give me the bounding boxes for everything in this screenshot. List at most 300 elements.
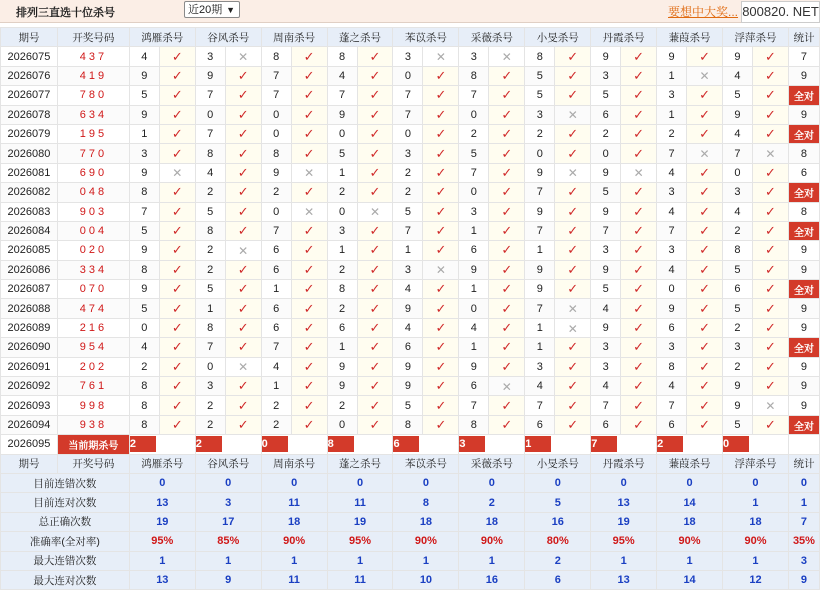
kill-number: 8 [459,415,489,434]
kill-number: 0 [195,105,225,124]
kill-number: 9 [129,163,159,182]
kill-number: 7 [195,86,225,105]
check-icon: ✓ [489,202,525,221]
stats-value: 95% [327,532,393,551]
table-row [1,183,820,202]
check-icon: ✓ [687,415,723,434]
check-icon: ✓ [291,124,327,143]
check-icon: ✓ [621,66,657,85]
kill-number: 2 [261,415,291,434]
check-icon: ✓ [752,47,788,66]
kill-number: 8 [261,47,291,66]
row-stat: 9 [788,105,819,124]
check-icon: ✓ [621,202,657,221]
kill-number: 6 [393,338,423,357]
cross-icon: ✕ [687,144,723,163]
kill-number: 9 [393,377,423,396]
kill-number: 1 [261,280,291,299]
kill-number: 9 [129,66,159,85]
kill-number: 7 [459,163,489,182]
stats-value: 0 [525,473,591,492]
check-icon: ✓ [423,66,459,85]
kill-number: 6 [723,280,753,299]
check-icon: ✓ [357,105,393,124]
kill-number: 8 [459,66,489,85]
check-icon: ✓ [752,66,788,85]
chevron-down-icon: ▼ [226,5,235,15]
current-issue-row [1,435,820,454]
draw-number: 761 [57,377,129,396]
current-stat-empty [788,435,819,454]
row-stat: 9 [788,299,819,318]
row-stat: 9 [788,66,819,85]
stats-value: 0 [261,473,327,492]
column-header-expert: 丹霞杀号 [591,28,657,47]
issue-number: 2026089 [1,318,58,337]
current-kill-number: 8 [327,435,393,454]
stats-value: 12 [723,570,789,589]
column-header-stat: 统计 [788,28,819,47]
kill-number: 9 [591,318,621,337]
kill-number: 4 [657,163,687,182]
stats-value: 14 [657,493,723,512]
draw-number: 780 [57,86,129,105]
stats-value: 0 [657,473,723,492]
current-kill-number: 7 [591,435,657,454]
kill-number: 8 [261,144,291,163]
draw-number: 202 [57,357,129,376]
draw-number: 903 [57,202,129,221]
kill-number: 5 [723,260,753,279]
site-watermark: 800820. NET [741,1,820,23]
row-stat: 全对 [788,183,819,202]
check-icon: ✓ [489,163,525,182]
issue-number: 2026091 [1,357,58,376]
kill-number: 0 [327,124,357,143]
kill-number: 2 [723,221,753,240]
kill-number: 3 [657,183,687,202]
issue-number: 2026075 [1,47,58,66]
kill-number: 4 [129,47,159,66]
check-icon: ✓ [489,86,525,105]
kill-number: 6 [261,299,291,318]
kill-number: 4 [723,124,753,143]
kill-number: 0 [129,318,159,337]
check-icon: ✓ [225,318,261,337]
kill-number: 8 [327,280,357,299]
column-header-expert: 采薇杀号 [459,28,525,47]
stats-label: 目前连对次数 [1,493,130,512]
issue-number: 2026083 [1,202,58,221]
cross-icon: ✕ [555,163,591,182]
check-icon: ✓ [357,357,393,376]
stats-value: 95% [129,532,195,551]
check-icon: ✓ [159,86,195,105]
kill-number: 3 [129,144,159,163]
check-icon: ✓ [687,221,723,240]
issue-number: 2026078 [1,105,58,124]
current-kill-number: 0 [723,435,789,454]
check-icon: ✓ [555,357,591,376]
row-stat: 9 [788,260,819,279]
kill-number: 1 [459,221,489,240]
check-icon: ✓ [489,318,525,337]
check-icon: ✓ [159,280,195,299]
check-icon: ✓ [489,221,525,240]
table-row [1,124,820,143]
kill-number: 0 [657,280,687,299]
kill-number: 9 [591,163,621,182]
kill-number: 5 [129,299,159,318]
check-icon: ✓ [357,163,393,182]
check-icon: ✓ [225,202,261,221]
kill-number: 8 [657,357,687,376]
table-row [1,280,820,299]
kill-number: 2 [723,357,753,376]
kill-number: 1 [327,338,357,357]
kill-number: 4 [129,338,159,357]
draw-number: 690 [57,163,129,182]
check-icon: ✓ [687,299,723,318]
kill-number: 9 [129,280,159,299]
kill-number: 2 [327,260,357,279]
kill-number: 6 [261,241,291,260]
kill-number: 3 [195,47,225,66]
stats-value: 1 [393,551,459,570]
check-icon: ✓ [555,260,591,279]
check-icon: ✓ [159,338,195,357]
stats-value: 9 [195,570,261,589]
row-stat: 9 [788,318,819,337]
stats-value: 0 [327,473,393,492]
kill-number: 9 [525,280,555,299]
check-icon: ✓ [555,377,591,396]
check-icon: ✓ [225,280,261,299]
stats-value: 10 [393,570,459,589]
row-stat: 6 [788,163,819,182]
check-icon: ✓ [489,105,525,124]
stats-value: 11 [327,493,393,512]
table-row [1,260,820,279]
column-header-expert: 鸿雁杀号 [129,454,195,473]
stats-value: 13 [129,570,195,589]
kill-number: 7 [525,396,555,415]
stats-value: 1 [591,551,657,570]
check-icon: ✓ [621,338,657,357]
check-icon: ✓ [752,124,788,143]
table-row [1,299,820,318]
check-icon: ✓ [423,377,459,396]
draw-number: 954 [57,338,129,357]
table-row [1,338,820,357]
check-icon: ✓ [159,241,195,260]
kill-number: 9 [393,357,423,376]
stats-value: 11 [261,493,327,512]
check-icon: ✓ [752,105,788,124]
row-stat: 全对 [788,280,819,299]
cross-icon: ✕ [687,66,723,85]
cross-icon: ✕ [752,144,788,163]
stats-label: 目前连错次数 [1,473,130,492]
issue-number: 2026076 [1,66,58,85]
kill-number: 7 [261,86,291,105]
kill-number: 5 [591,183,621,202]
kill-number: 5 [723,415,753,434]
issue-number: 2026088 [1,299,58,318]
check-icon: ✓ [621,377,657,396]
kill-number: 7 [525,183,555,202]
kill-number: 8 [195,221,225,240]
period-select[interactable] [184,1,240,18]
check-icon: ✓ [357,396,393,415]
stats-value: 90% [393,532,459,551]
check-icon: ✓ [555,241,591,260]
stats-value: 0 [723,473,789,492]
stats-value: 8 [393,493,459,512]
kill-number: 9 [459,357,489,376]
check-icon: ✓ [357,280,393,299]
check-icon: ✓ [159,183,195,202]
row-stat: 9 [788,396,819,415]
check-icon: ✓ [423,124,459,143]
kill-number: 9 [657,47,687,66]
column-header-issue: 期号 [1,454,58,473]
column-header-expert: 蓬之杀号 [327,28,393,47]
stats-value: 90% [657,532,723,551]
draw-number: 020 [57,241,129,260]
check-icon: ✓ [423,86,459,105]
check-icon: ✓ [423,163,459,182]
check-icon: ✓ [621,299,657,318]
kill-number: 9 [327,377,357,396]
kill-number: 2 [459,124,489,143]
cross-icon: ✕ [489,377,525,396]
promo-link[interactable]: 要想中大奖... [668,5,739,19]
kill-number: 7 [129,202,159,221]
kill-number: 9 [459,260,489,279]
kill-number: 7 [261,221,291,240]
kill-number: 3 [459,202,489,221]
kill-number: 9 [525,260,555,279]
stats-value: 18 [657,512,723,531]
kill-number: 4 [393,318,423,337]
check-icon: ✓ [621,415,657,434]
check-icon: ✓ [423,338,459,357]
check-icon: ✓ [159,144,195,163]
kill-number: 3 [591,66,621,85]
kill-number: 4 [657,260,687,279]
check-icon: ✓ [291,86,327,105]
issue-number: 2026080 [1,144,58,163]
check-icon: ✓ [357,260,393,279]
stats-value: 19 [591,512,657,531]
check-icon: ✓ [159,377,195,396]
current-kill-number: 1 [525,435,591,454]
stats-value: 85% [195,532,261,551]
column-header-expert: 蒹葭杀号 [657,454,723,473]
kill-number: 4 [327,66,357,85]
check-icon: ✓ [752,280,788,299]
kill-number: 4 [195,163,225,182]
issue-number: 2026081 [1,163,58,182]
cross-icon: ✕ [225,241,261,260]
kill-number: 0 [261,124,291,143]
kill-number: 9 [723,377,753,396]
kill-number: 0 [261,202,291,221]
kill-number: 1 [657,66,687,85]
kill-number: 3 [393,144,423,163]
check-icon: ✓ [489,299,525,318]
kill-number: 0 [459,183,489,202]
kill-number: 7 [393,86,423,105]
draw-number: 437 [57,47,129,66]
kill-number: 6 [261,260,291,279]
check-icon: ✓ [159,66,195,85]
check-icon: ✓ [291,415,327,434]
kill-number: 6 [657,415,687,434]
kill-number: 3 [723,338,753,357]
kill-number: 1 [327,241,357,260]
kill-number: 1 [129,124,159,143]
stats-value: 18 [393,512,459,531]
column-header-expert: 周南杀号 [261,454,327,473]
check-icon: ✓ [291,260,327,279]
check-icon: ✓ [423,280,459,299]
column-header-draw: 开奖号码 [57,454,129,473]
check-icon: ✓ [752,415,788,434]
row-stat: 9 [788,357,819,376]
kill-number: 0 [591,144,621,163]
check-icon: ✓ [489,66,525,85]
check-icon: ✓ [687,241,723,260]
check-icon: ✓ [621,124,657,143]
stats-header-row [1,454,820,473]
check-icon: ✓ [555,124,591,143]
check-icon: ✓ [423,415,459,434]
check-icon: ✓ [291,377,327,396]
kill-number: 2 [393,163,423,182]
kill-number: 1 [525,318,555,337]
check-icon: ✓ [291,280,327,299]
kill-number: 9 [261,163,291,182]
table-row [1,415,820,434]
check-icon: ✓ [555,396,591,415]
check-icon: ✓ [225,338,261,357]
current-kill-label: 当前期杀号 [57,435,129,454]
kill-number: 8 [129,396,159,415]
kill-number: 4 [459,318,489,337]
stats-value: 90% [261,532,327,551]
kill-number: 7 [459,86,489,105]
check-icon: ✓ [159,415,195,434]
kill-number: 5 [195,280,225,299]
check-icon: ✓ [687,163,723,182]
kill-number: 4 [591,377,621,396]
row-stat: 全对 [788,415,819,434]
stats-row [1,532,820,551]
draw-number: 998 [57,396,129,415]
kill-number: 7 [393,221,423,240]
check-icon: ✓ [752,318,788,337]
row-stat: 9 [788,241,819,260]
page-title: 排列三直选十位杀号 [16,7,115,19]
check-icon: ✓ [687,86,723,105]
kill-number: 1 [195,299,225,318]
kill-number: 8 [393,415,423,434]
check-icon: ✓ [291,318,327,337]
column-header-expert: 谷风杀号 [195,28,261,47]
stats-value: 11 [327,570,393,589]
cross-icon: ✕ [159,163,195,182]
stats-value: 1 [261,551,327,570]
row-stat: 全对 [788,221,819,240]
check-icon: ✓ [291,221,327,240]
check-icon: ✓ [555,338,591,357]
kill-number: 8 [195,144,225,163]
kill-number: 9 [327,357,357,376]
table-row [1,47,820,66]
kill-number: 5 [195,202,225,221]
check-icon: ✓ [423,221,459,240]
check-icon: ✓ [621,318,657,337]
kill-number: 9 [327,105,357,124]
stats-value: 13 [591,493,657,512]
check-icon: ✓ [489,124,525,143]
stats-value: 1 [129,551,195,570]
column-header-stat: 统计 [788,454,819,473]
check-icon: ✓ [291,299,327,318]
check-icon: ✓ [555,86,591,105]
kill-number: 3 [459,47,489,66]
check-icon: ✓ [621,260,657,279]
kill-number: 9 [525,163,555,182]
stats-label: 准确率(全对率) [1,532,130,551]
check-icon: ✓ [291,183,327,202]
kill-number: 2 [327,183,357,202]
check-icon: ✓ [621,183,657,202]
stats-value: 80% [525,532,591,551]
column-header-issue: 期号 [1,28,58,47]
kill-number: 7 [393,105,423,124]
column-header-expert: 浮萍杀号 [723,454,789,473]
check-icon: ✓ [489,241,525,260]
kill-number: 0 [393,124,423,143]
stats-value: 0 [459,473,525,492]
check-icon: ✓ [225,86,261,105]
stats-value: 0 [129,473,195,492]
check-icon: ✓ [225,415,261,434]
check-icon: ✓ [423,241,459,260]
kill-number: 7 [723,144,753,163]
stats-value: 13 [591,570,657,589]
check-icon: ✓ [291,144,327,163]
kill-number: 0 [723,163,753,182]
kill-number: 1 [459,280,489,299]
check-icon: ✓ [621,396,657,415]
stats-value: 16 [525,512,591,531]
kill-number: 7 [261,338,291,357]
current-kill-number: 6 [393,435,459,454]
kill-number: 3 [525,357,555,376]
stats-value: 11 [261,570,327,589]
row-stat: 全对 [788,124,819,143]
issue-number: 2026084 [1,221,58,240]
stats-total: 0 [788,473,819,492]
check-icon: ✓ [225,377,261,396]
kill-number: 4 [591,299,621,318]
period-select-value: 近20期 [188,4,223,16]
check-icon: ✓ [687,357,723,376]
